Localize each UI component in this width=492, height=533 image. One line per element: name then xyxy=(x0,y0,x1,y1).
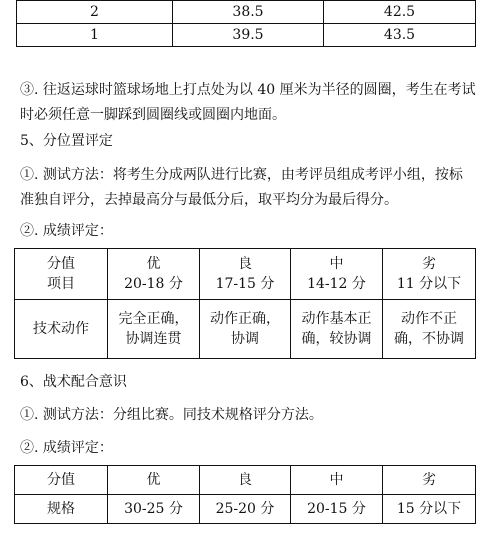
table-header-cell: 优 20-18 分 xyxy=(108,249,200,300)
table-cell: 动作正确， 协调 xyxy=(200,300,291,359)
table-header-cell: 中 xyxy=(291,466,383,495)
table-cell: 30-25 分 xyxy=(108,495,200,524)
table-header-cell: 劣 xyxy=(383,466,476,495)
table-header-cell: 分值 xyxy=(15,466,108,495)
table-cell: 42.5 xyxy=(324,1,476,24)
table-cell: 39.5 xyxy=(173,24,324,47)
table-header-row xyxy=(15,249,476,300)
table-cell: 20-15 分 xyxy=(291,495,383,524)
section-5-grading-label: ②. 成绩评定： xyxy=(20,223,113,239)
table-row xyxy=(15,300,476,359)
section-5-method: ①. 测试方法：将考生分成两队进行比赛，由考评员组成考评小组，按标准独自评分，去掉最高分与最低分后，取平均分为最后得分。 xyxy=(20,167,463,208)
table-cell: 动作不正 确，不协调 xyxy=(383,300,476,359)
table-row xyxy=(15,495,476,524)
position-grading-table xyxy=(14,248,476,359)
table-cell: 38.5 xyxy=(173,1,324,24)
tactics-grading-table xyxy=(14,465,476,524)
table-cell: 规格 xyxy=(15,495,108,524)
table-cell: 技术动作 xyxy=(15,300,108,359)
table-header-cell: 优 xyxy=(108,466,200,495)
table-cell: 2 xyxy=(17,1,173,24)
section-6-grading-label: ②. 成绩评定： xyxy=(20,440,113,456)
score-table-top xyxy=(16,0,476,47)
table-cell: 25-20 分 xyxy=(200,495,291,524)
section-6-method: ①. 测试方法：分组比赛。同技术规格评分方法。 xyxy=(20,407,323,423)
table-header-cell: 良 17-15 分 xyxy=(200,249,291,300)
section-6-title: 6、战术配合意识 xyxy=(20,374,127,390)
table-row xyxy=(17,1,476,24)
section-5-title: 5、分位置评定 xyxy=(20,133,113,149)
table-cell: 15 分以下 xyxy=(383,495,476,524)
table-row xyxy=(17,24,476,47)
table-cell: 完全正确， 协调连贯 xyxy=(108,300,200,359)
table-header-cell: 分值 项目 xyxy=(15,249,108,300)
note-paragraph: ③. 往返运球时篮球场地上打点处为以 40 厘米为半径的圆圈，考生在考试时必须任意一脚踩到圆圈线或圆圈内地面。 xyxy=(20,82,476,123)
table-cell: 43.5 xyxy=(324,24,476,47)
table-header-cell: 中 14-12 分 xyxy=(291,249,383,300)
table-header-cell: 良 xyxy=(200,466,291,495)
table-header-row xyxy=(15,466,476,495)
table-cell: 1 xyxy=(17,24,173,47)
table-header-cell: 劣 11 分以下 xyxy=(383,249,476,300)
table-cell: 动作基本正 确，较协调 xyxy=(291,300,383,359)
